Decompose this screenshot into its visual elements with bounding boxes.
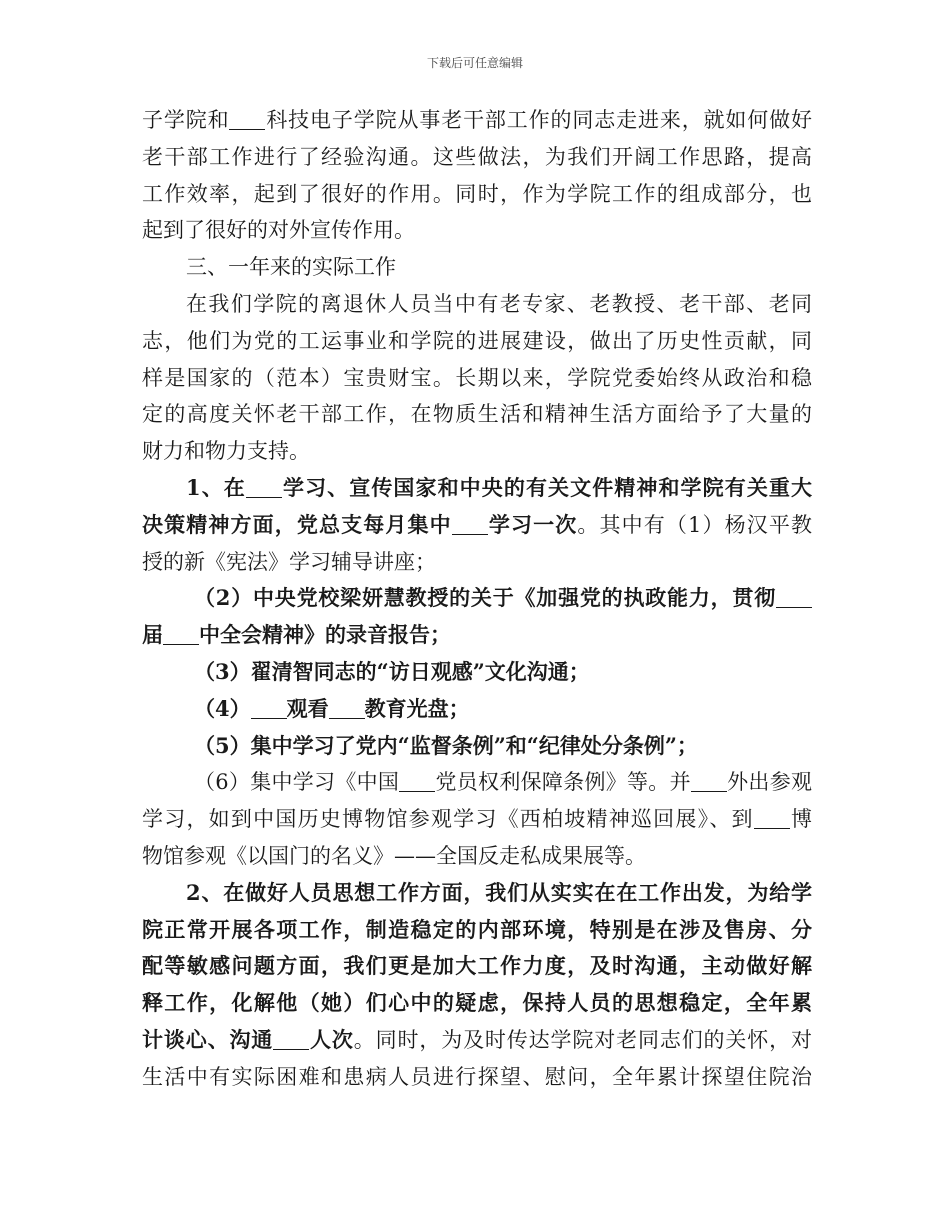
bold-text-run: 观看 bbox=[286, 695, 329, 721]
text-line bbox=[142, 948, 812, 985]
text-run: 学习，如到中国历史博物馆参观学习《西柏坡精神巡回展》、到 bbox=[142, 807, 754, 832]
text-line bbox=[142, 654, 812, 691]
text-run: 工作效率，起到了很好的作用。同时，作为学院工作的组成部分，也 bbox=[142, 181, 812, 206]
text-run: 在我们学院的离退休人员当中有老专家、老教授、老干部、老同 bbox=[186, 291, 812, 316]
text-line bbox=[142, 691, 812, 728]
bold-text-run: 学习一次 bbox=[487, 511, 578, 537]
text-run: 志，他们为党的工运事业和学院的进展建设，做出了历史性贡献，同 bbox=[142, 328, 812, 353]
text-line bbox=[142, 580, 812, 617]
document-body bbox=[142, 102, 812, 1096]
bold-text-run: 教育光盘； bbox=[364, 695, 470, 721]
text-line bbox=[142, 875, 812, 912]
text-line bbox=[142, 728, 812, 765]
text-run: 子学院和 bbox=[142, 108, 230, 132]
bold-text-run: 1、在 bbox=[186, 474, 246, 500]
fill-blank bbox=[273, 1027, 309, 1050]
fill-blank bbox=[754, 806, 790, 829]
bold-text-run: （4） bbox=[194, 695, 251, 721]
text-run: 三、一年来的实际工作 bbox=[186, 255, 396, 280]
text-line bbox=[142, 139, 812, 176]
text-run: 财力和物力支持。 bbox=[142, 439, 310, 464]
text-run: 。其中有（1）杨汉平教 bbox=[577, 512, 812, 537]
text-line bbox=[142, 433, 812, 470]
bold-text-run: 释工作，化解他（她）们心中的疑虑，保持人员的思想稳定，全年累 bbox=[142, 990, 812, 1016]
fill-blank bbox=[163, 622, 199, 645]
fill-blank bbox=[251, 696, 287, 719]
fill-blank bbox=[399, 769, 435, 792]
text-line bbox=[142, 396, 812, 433]
text-line bbox=[142, 212, 812, 249]
fill-blank bbox=[229, 107, 265, 130]
text-run: 授的新《宪法》学习辅导讲座； bbox=[142, 549, 436, 574]
fill-blank bbox=[329, 696, 365, 719]
text-run: 物馆参观《以国门的名义》——全国反走私成果展等。 bbox=[142, 843, 646, 868]
text-line bbox=[142, 801, 812, 838]
bold-text-run: 配等敏感问题方面，我们更是加大工作力度，及时沟通，主动做好解 bbox=[142, 953, 812, 979]
text-run: 样是国家的（范本）宝贵财宝。长期以来，学院党委始终从政治和稳 bbox=[142, 365, 812, 390]
text-line bbox=[142, 544, 812, 581]
text-line bbox=[142, 102, 812, 139]
text-line bbox=[142, 286, 812, 323]
fill-blank bbox=[452, 512, 488, 535]
page-header: 下载后可任意编辑 bbox=[426, 56, 523, 70]
text-run: 外出参观 bbox=[726, 770, 812, 795]
bold-text-run: 2、在做好人员思想工作方面，我们从实实在在工作出发，为给学 bbox=[186, 879, 812, 905]
text-line bbox=[142, 1022, 812, 1059]
text-run: 党员权利保障条例》等。并 bbox=[435, 770, 691, 795]
text-line bbox=[142, 507, 812, 544]
bold-text-run: 中全会精神》的录音报告； bbox=[199, 622, 451, 648]
text-line bbox=[142, 176, 812, 213]
text-run: （6）集中学习《中国 bbox=[194, 770, 400, 795]
text-run: 科技电子学院从事老干部工作的同志走进来，就如何做好 bbox=[265, 108, 812, 132]
text-line bbox=[142, 249, 812, 286]
text-line bbox=[142, 985, 812, 1022]
fill-blank bbox=[246, 475, 282, 498]
text-run: 。同时，为及时传达学院对老同志们的关怀，对 bbox=[353, 1027, 812, 1052]
bold-text-run: （5）集中学习了党内“监督条例”和“纪律处分条例”； bbox=[194, 732, 698, 758]
bold-text-run: 决策精神方面，党总支每月集中 bbox=[142, 511, 452, 537]
text-line bbox=[142, 360, 812, 397]
bold-text-run: （2）中央党校梁妍慧教授的关于《加强党的执政能力，贯彻 bbox=[194, 585, 776, 611]
text-line bbox=[142, 764, 812, 801]
bold-text-run: 人次 bbox=[309, 1026, 354, 1052]
text-line bbox=[142, 470, 812, 507]
text-line bbox=[142, 617, 812, 654]
text-run: 起到了很好的对外宣传作用。 bbox=[142, 218, 415, 243]
bold-text-run: （3）翟清智同志的“访日观感”文化沟通； bbox=[194, 658, 590, 684]
text-line bbox=[142, 1059, 812, 1096]
fill-blank bbox=[691, 769, 727, 792]
text-line bbox=[142, 838, 812, 875]
bold-text-run: 学习、宣传国家和中央的有关文件精神和学院有关重大 bbox=[281, 474, 812, 500]
bold-text-run: 院正常开展各项工作，制造稳定的内部环境，特别是在涉及售房、分 bbox=[142, 916, 812, 942]
bold-text-run: 届 bbox=[142, 622, 163, 648]
text-line bbox=[142, 912, 812, 949]
bold-text-run: 计谈心、沟通 bbox=[142, 1026, 274, 1052]
text-run: 老干部工作进行了经验沟通。这些做法，为我们开阔工作思路，提高 bbox=[142, 144, 812, 169]
text-line bbox=[142, 323, 812, 360]
fill-blank bbox=[776, 585, 812, 608]
text-run: 定的高度关怀老干部工作，在物质生活和精神生活方面给予了大量的 bbox=[142, 402, 812, 427]
text-run: 生活中有实际困难和患病人员进行探望、慰问，全年累计探望住院治 bbox=[142, 1064, 812, 1089]
text-run: 博 bbox=[789, 807, 812, 832]
